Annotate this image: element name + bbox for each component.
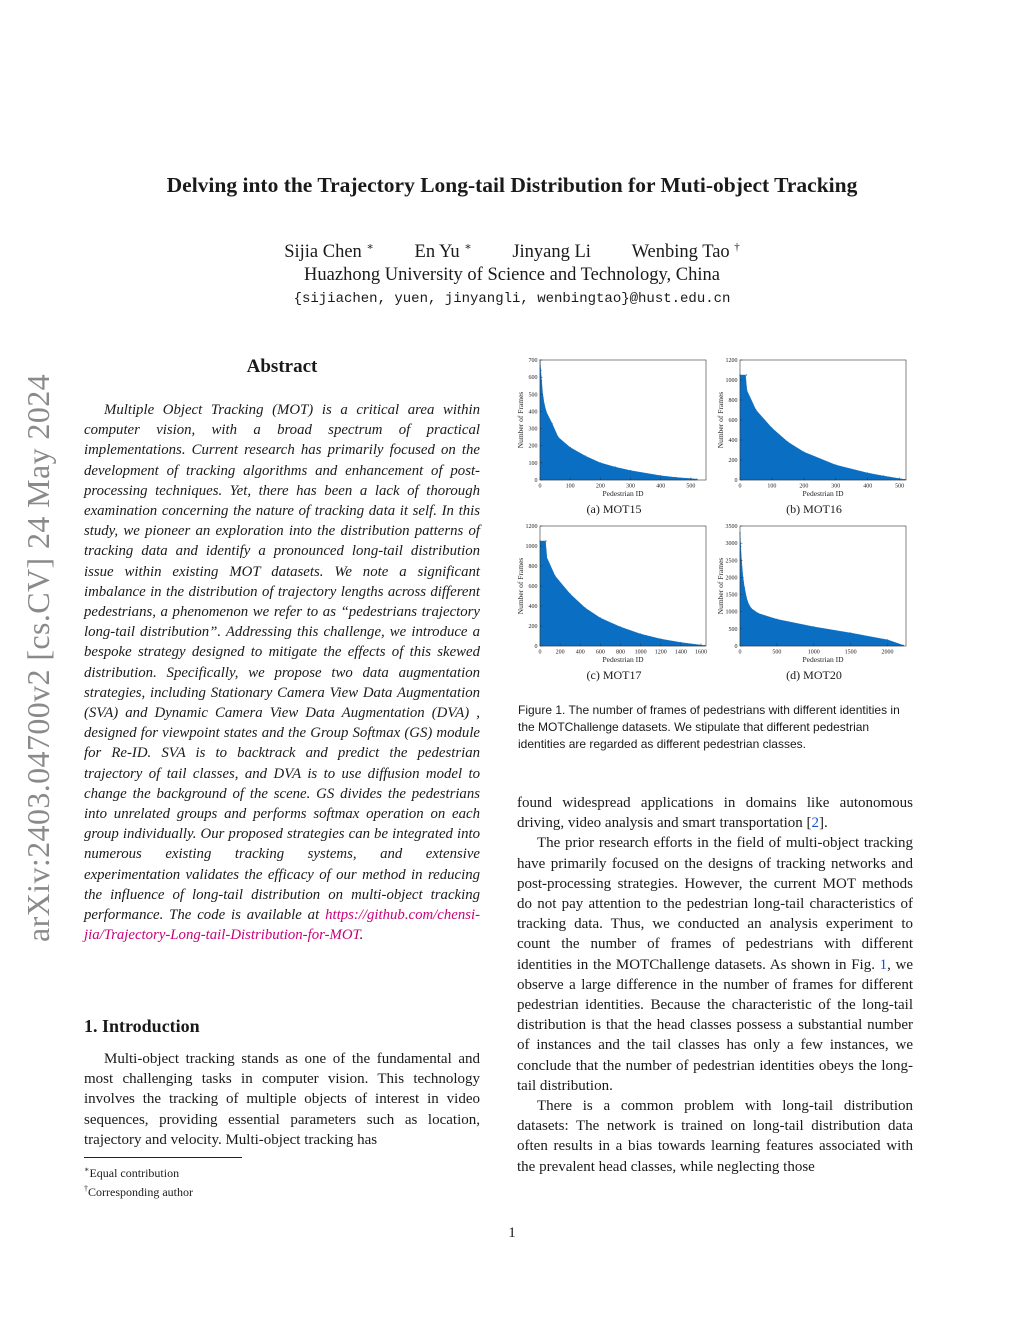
citation-link[interactable]: 2 bbox=[811, 815, 820, 832]
data-point bbox=[640, 633, 641, 634]
y-tick-label: 1000 bbox=[525, 544, 538, 550]
chart-panel-mot15 bbox=[514, 352, 714, 517]
x-tick-label: 0 bbox=[738, 483, 742, 490]
y-tick-label: 600 bbox=[528, 375, 538, 382]
footnote-2: †Corresponding author bbox=[84, 1184, 193, 1199]
arxiv-sidebar-stamp bbox=[14, 342, 74, 942]
y-axis-label: Number of Frames bbox=[716, 391, 725, 449]
section-heading-introduction: 1. Introduction bbox=[84, 1016, 200, 1036]
x-tick-label: 1000 bbox=[634, 649, 647, 656]
data-point bbox=[787, 441, 788, 442]
author-4: Wenbing Tao † bbox=[631, 241, 740, 263]
data-point bbox=[742, 577, 743, 578]
author-list bbox=[0, 240, 1024, 263]
y-tick-label: 600 bbox=[528, 584, 538, 590]
data-point bbox=[803, 451, 804, 452]
introduction-body bbox=[84, 1049, 480, 1150]
footnote-divider bbox=[84, 1157, 242, 1158]
y-tick-label: 0 bbox=[734, 644, 738, 650]
page-number: 1 bbox=[508, 1225, 516, 1241]
affiliation: Huazhong University of Science and Technology, China bbox=[304, 265, 720, 285]
chart-panel-mot16 bbox=[714, 352, 914, 517]
data-point bbox=[755, 409, 756, 410]
x-tick-label: 200 bbox=[595, 483, 605, 490]
y-tick-label: 1000 bbox=[725, 609, 738, 616]
y-tick-label: 2000 bbox=[725, 575, 738, 582]
data-point bbox=[758, 613, 759, 614]
x-tick-label: 300 bbox=[626, 483, 636, 490]
y-tick-label: 400 bbox=[528, 604, 538, 610]
x-tick-label: 2000 bbox=[881, 649, 894, 656]
x-axis-label: Pedestrian ID bbox=[802, 489, 844, 498]
data-point bbox=[887, 639, 888, 640]
author-emails: {sijiachen, yuen, jinyangli, wenbingtao}@hust.edu.cn bbox=[293, 291, 731, 307]
chart-mot17 bbox=[514, 518, 714, 668]
subcaption-mot16: (b) MOT16 bbox=[786, 502, 842, 516]
intro-paragraph: Multi-object tracking stands as one of the fundamental and most challenging tasks in computer vision. This technology involves the tracking of multiple objects of interest in video sequences, providing essential parameters such as location, trajectory and velocity. Multi-object tracking has bbox=[84, 1051, 480, 1148]
author-3: Jinyang Li bbox=[512, 242, 591, 263]
data-point bbox=[558, 437, 559, 438]
subcaption-mot17: (c) MOT17 bbox=[586, 668, 642, 682]
data-point bbox=[570, 593, 571, 594]
y-tick-label: 0 bbox=[534, 644, 538, 650]
y-tick-label: 700 bbox=[528, 358, 538, 364]
data-point bbox=[660, 638, 661, 639]
y-tick-label: 0 bbox=[534, 478, 538, 484]
y-axis-label: Number of Frames bbox=[516, 391, 525, 449]
x-tick-label: 200 bbox=[555, 649, 565, 656]
data-point bbox=[744, 587, 745, 588]
y-axis-label: Number of Frames bbox=[716, 557, 725, 615]
data-point bbox=[680, 642, 681, 643]
paragraph-continued: found widespread applications in domains like autonomous driving, video analysis and smart transportation [2]. bbox=[517, 795, 913, 832]
data-point bbox=[630, 470, 631, 471]
x-tick-label: 800 bbox=[615, 649, 625, 656]
data-point bbox=[771, 427, 772, 428]
y-tick-label: 200 bbox=[528, 624, 538, 630]
data-point bbox=[585, 455, 586, 456]
x-tick-label: 300 bbox=[831, 483, 841, 490]
x-tick-label: 0 bbox=[538, 483, 542, 490]
y-tick-label: 400 bbox=[728, 438, 738, 444]
y-tick-label: 200 bbox=[728, 458, 738, 464]
x-tick-label: 400 bbox=[656, 483, 666, 490]
x-tick-label: 200 bbox=[799, 483, 809, 490]
data-point bbox=[546, 555, 547, 556]
data-point bbox=[740, 546, 741, 547]
y-tick-label: 500 bbox=[528, 392, 538, 399]
x-tick-label: 1000 bbox=[807, 649, 820, 656]
x-tick-label: 500 bbox=[772, 649, 782, 656]
data-point bbox=[600, 462, 601, 463]
y-tick-label: 300 bbox=[528, 426, 538, 433]
y-tick-label: 800 bbox=[728, 398, 738, 404]
data-point bbox=[545, 411, 546, 412]
x-tick-label: 1200 bbox=[654, 649, 667, 656]
x-tick-label: 100 bbox=[565, 483, 575, 490]
data-point bbox=[747, 601, 748, 602]
y-tick-label: 600 bbox=[728, 418, 738, 424]
author-2: En Yu ∗ bbox=[414, 241, 472, 263]
y-tick-label: 2500 bbox=[725, 558, 738, 565]
chart-panel-mot17 bbox=[514, 518, 714, 683]
abstract-heading: Abstract bbox=[246, 356, 318, 377]
data-point bbox=[883, 475, 884, 476]
data-point bbox=[660, 475, 661, 476]
paragraph-problem: There is a common problem with long-tail distribution datasets: The network is trained on long-tail distribution data often results in a bias towards learning features associated with the prevalent head classes, while neglecting those bbox=[517, 1098, 913, 1175]
data-point bbox=[746, 389, 747, 390]
figure-caption: Figure 1. The number of frames of pedestrians with different identities in the MOTChallenge datasets. We stipulate that different pedestrian identities are regarded as different pedestrian classes. bbox=[518, 703, 900, 751]
x-axis-label: Pedestrian ID bbox=[602, 489, 644, 498]
figure-ref-link[interactable]: 1 bbox=[879, 956, 888, 973]
paper-title: Delving into the Trajectory Long-tail Distribution for Muti-object Tracking bbox=[166, 173, 858, 197]
data-point bbox=[867, 472, 868, 473]
y-tick-label: 0 bbox=[734, 478, 738, 484]
y-tick-label: 3500 bbox=[725, 524, 738, 530]
x-tick-label: 1600 bbox=[694, 649, 707, 656]
y-axis-label: Number of Frames bbox=[516, 557, 525, 615]
data-point bbox=[746, 374, 747, 375]
y-tick-label: 200 bbox=[528, 443, 538, 450]
data-point bbox=[776, 619, 777, 620]
y-tick-label: 800 bbox=[528, 564, 538, 570]
data-point bbox=[600, 617, 601, 618]
data-point bbox=[620, 626, 621, 627]
chart-mot16 bbox=[714, 352, 914, 502]
data-point bbox=[585, 607, 586, 608]
footnotes bbox=[84, 1162, 193, 1200]
x-axis-label: Pedestrian ID bbox=[802, 655, 844, 664]
code-link[interactable]: https://github.com/chensi-jia/Trajectory-Long-tail-Distribution-for-MOT bbox=[84, 907, 481, 944]
chart-mot15 bbox=[514, 352, 714, 502]
data-point bbox=[570, 447, 571, 448]
data-point bbox=[540, 370, 541, 371]
y-tick-label: 1000 bbox=[725, 378, 738, 384]
y-tick-label: 500 bbox=[728, 626, 738, 633]
y-tick-label: 100 bbox=[528, 460, 538, 467]
x-tick-label: 1500 bbox=[844, 649, 857, 656]
data-point bbox=[541, 380, 542, 381]
footnote-1: ∗Equal contribution bbox=[84, 1165, 180, 1180]
y-tick-label: 3000 bbox=[725, 541, 738, 548]
data-point bbox=[850, 632, 851, 633]
subcaption-mot15: (a) MOT15 bbox=[586, 502, 642, 516]
chart-panel-mot20 bbox=[714, 518, 914, 683]
arxiv-id: arXiv:2403.04700v2 [cs.CV] 24 May 2024 bbox=[20, 373, 56, 942]
x-tick-label: 500 bbox=[895, 483, 905, 490]
distribution-area bbox=[540, 541, 705, 646]
distribution-area bbox=[740, 375, 905, 480]
distribution-area bbox=[540, 360, 697, 480]
data-point bbox=[615, 467, 616, 468]
x-tick-label: 400 bbox=[863, 483, 873, 490]
data-point bbox=[554, 575, 555, 576]
subcaption-mot20: (d) MOT20 bbox=[786, 668, 842, 682]
data-point bbox=[542, 397, 543, 398]
data-point bbox=[545, 540, 546, 541]
y-tick-label: 1500 bbox=[725, 592, 738, 599]
introduction-body-continued bbox=[517, 793, 913, 1177]
data-point bbox=[750, 608, 751, 609]
data-point bbox=[696, 479, 697, 480]
data-point bbox=[813, 626, 814, 627]
chart-mot20 bbox=[714, 518, 914, 668]
paragraph-analysis: The prior research efforts in the field of multi-object tracking have primarily focused on the designs of tracking networks and post-processing strategies. However, the current MOT methods do not pay attention to the pedestrian long-tail characteristics of tracking data. Thus, we conducted an analysis experiment to count the number of frames of pedestrians with different identities in the MOTChallenge datasets. As shown in Fig. 1, we observe a large difference in the number of frames for different pedestrian identities. Because the characteristic of the long-tail distribution is that the head classes possess a substantial number of instances and the tail classes has only a few instances, we conclude that the number of pedestrian identities obeys the long-tail distribution. bbox=[517, 835, 913, 1094]
y-tick-label: 400 bbox=[528, 409, 538, 416]
data-point bbox=[675, 477, 676, 478]
x-tick-label: 0 bbox=[538, 649, 542, 656]
author-1: Sijia Chen ∗ bbox=[284, 241, 374, 263]
abstract-body: Multiple Object Tracking (MOT) is a critical area within computer vision, with a broad spectrum of practical implementations. Current research has primarily focused on the development of tracking algorithms and enhancement of post-processing techniques. Yet, there has been a lack of thorough examination concerning the nature of tracking data it self. In this study, we pioneer an exploration into the distribution patterns of tracking data and identify a pronounced long-tail distribution issue within existing MOT datasets. We note a significant imbalance in the distribution of trajectory lengths across different pedestrians, a phenomenon we refer to as “pedestrians trajectory long-tail distribution”. Addressing this challenge, we introduce a bespoke strategy designed to mitigate the effects of this skewed distribution. Specifically, we propose two data augmentation strategies, including Stationary Camera View Data Augmentation (SVA) and Dynamic Camera View Data Augmentation (DVA) , designed for viewpoint states and the Group Softmax (GS) module for Re-ID. SVA is to backtrack and predict the pedestrian trajectory of tail classes, and DVA is to use diffusion model to change the background of the scene. GS divides the pedestrians into unrelated groups and performs softmax operation on each group individually. Our proposed strategies can be integrated into numerous existing tracking systems, and extensive experimentation validates the efficacy of our method in reducing the influence of long-tail distribution on multi-object tracking performance. The code is available at https://github.com/chensi-jia/Trajectory-Long-tail-Distribution-for-MOT. bbox=[84, 402, 481, 944]
distribution-area bbox=[740, 533, 903, 646]
x-tick-label: 1400 bbox=[674, 649, 687, 656]
x-tick-label: 100 bbox=[767, 483, 777, 490]
x-axis-label: Pedestrian ID bbox=[602, 655, 644, 664]
x-tick-label: 400 bbox=[575, 649, 585, 656]
x-tick-label: 600 bbox=[595, 649, 605, 656]
figure-1 bbox=[514, 352, 914, 692]
data-point bbox=[551, 423, 552, 424]
y-tick-label: 1200 bbox=[725, 358, 738, 364]
y-tick-label: 1200 bbox=[525, 524, 538, 530]
data-point bbox=[835, 464, 836, 465]
x-tick-label: 500 bbox=[686, 483, 696, 490]
x-tick-label: 0 bbox=[738, 649, 742, 656]
